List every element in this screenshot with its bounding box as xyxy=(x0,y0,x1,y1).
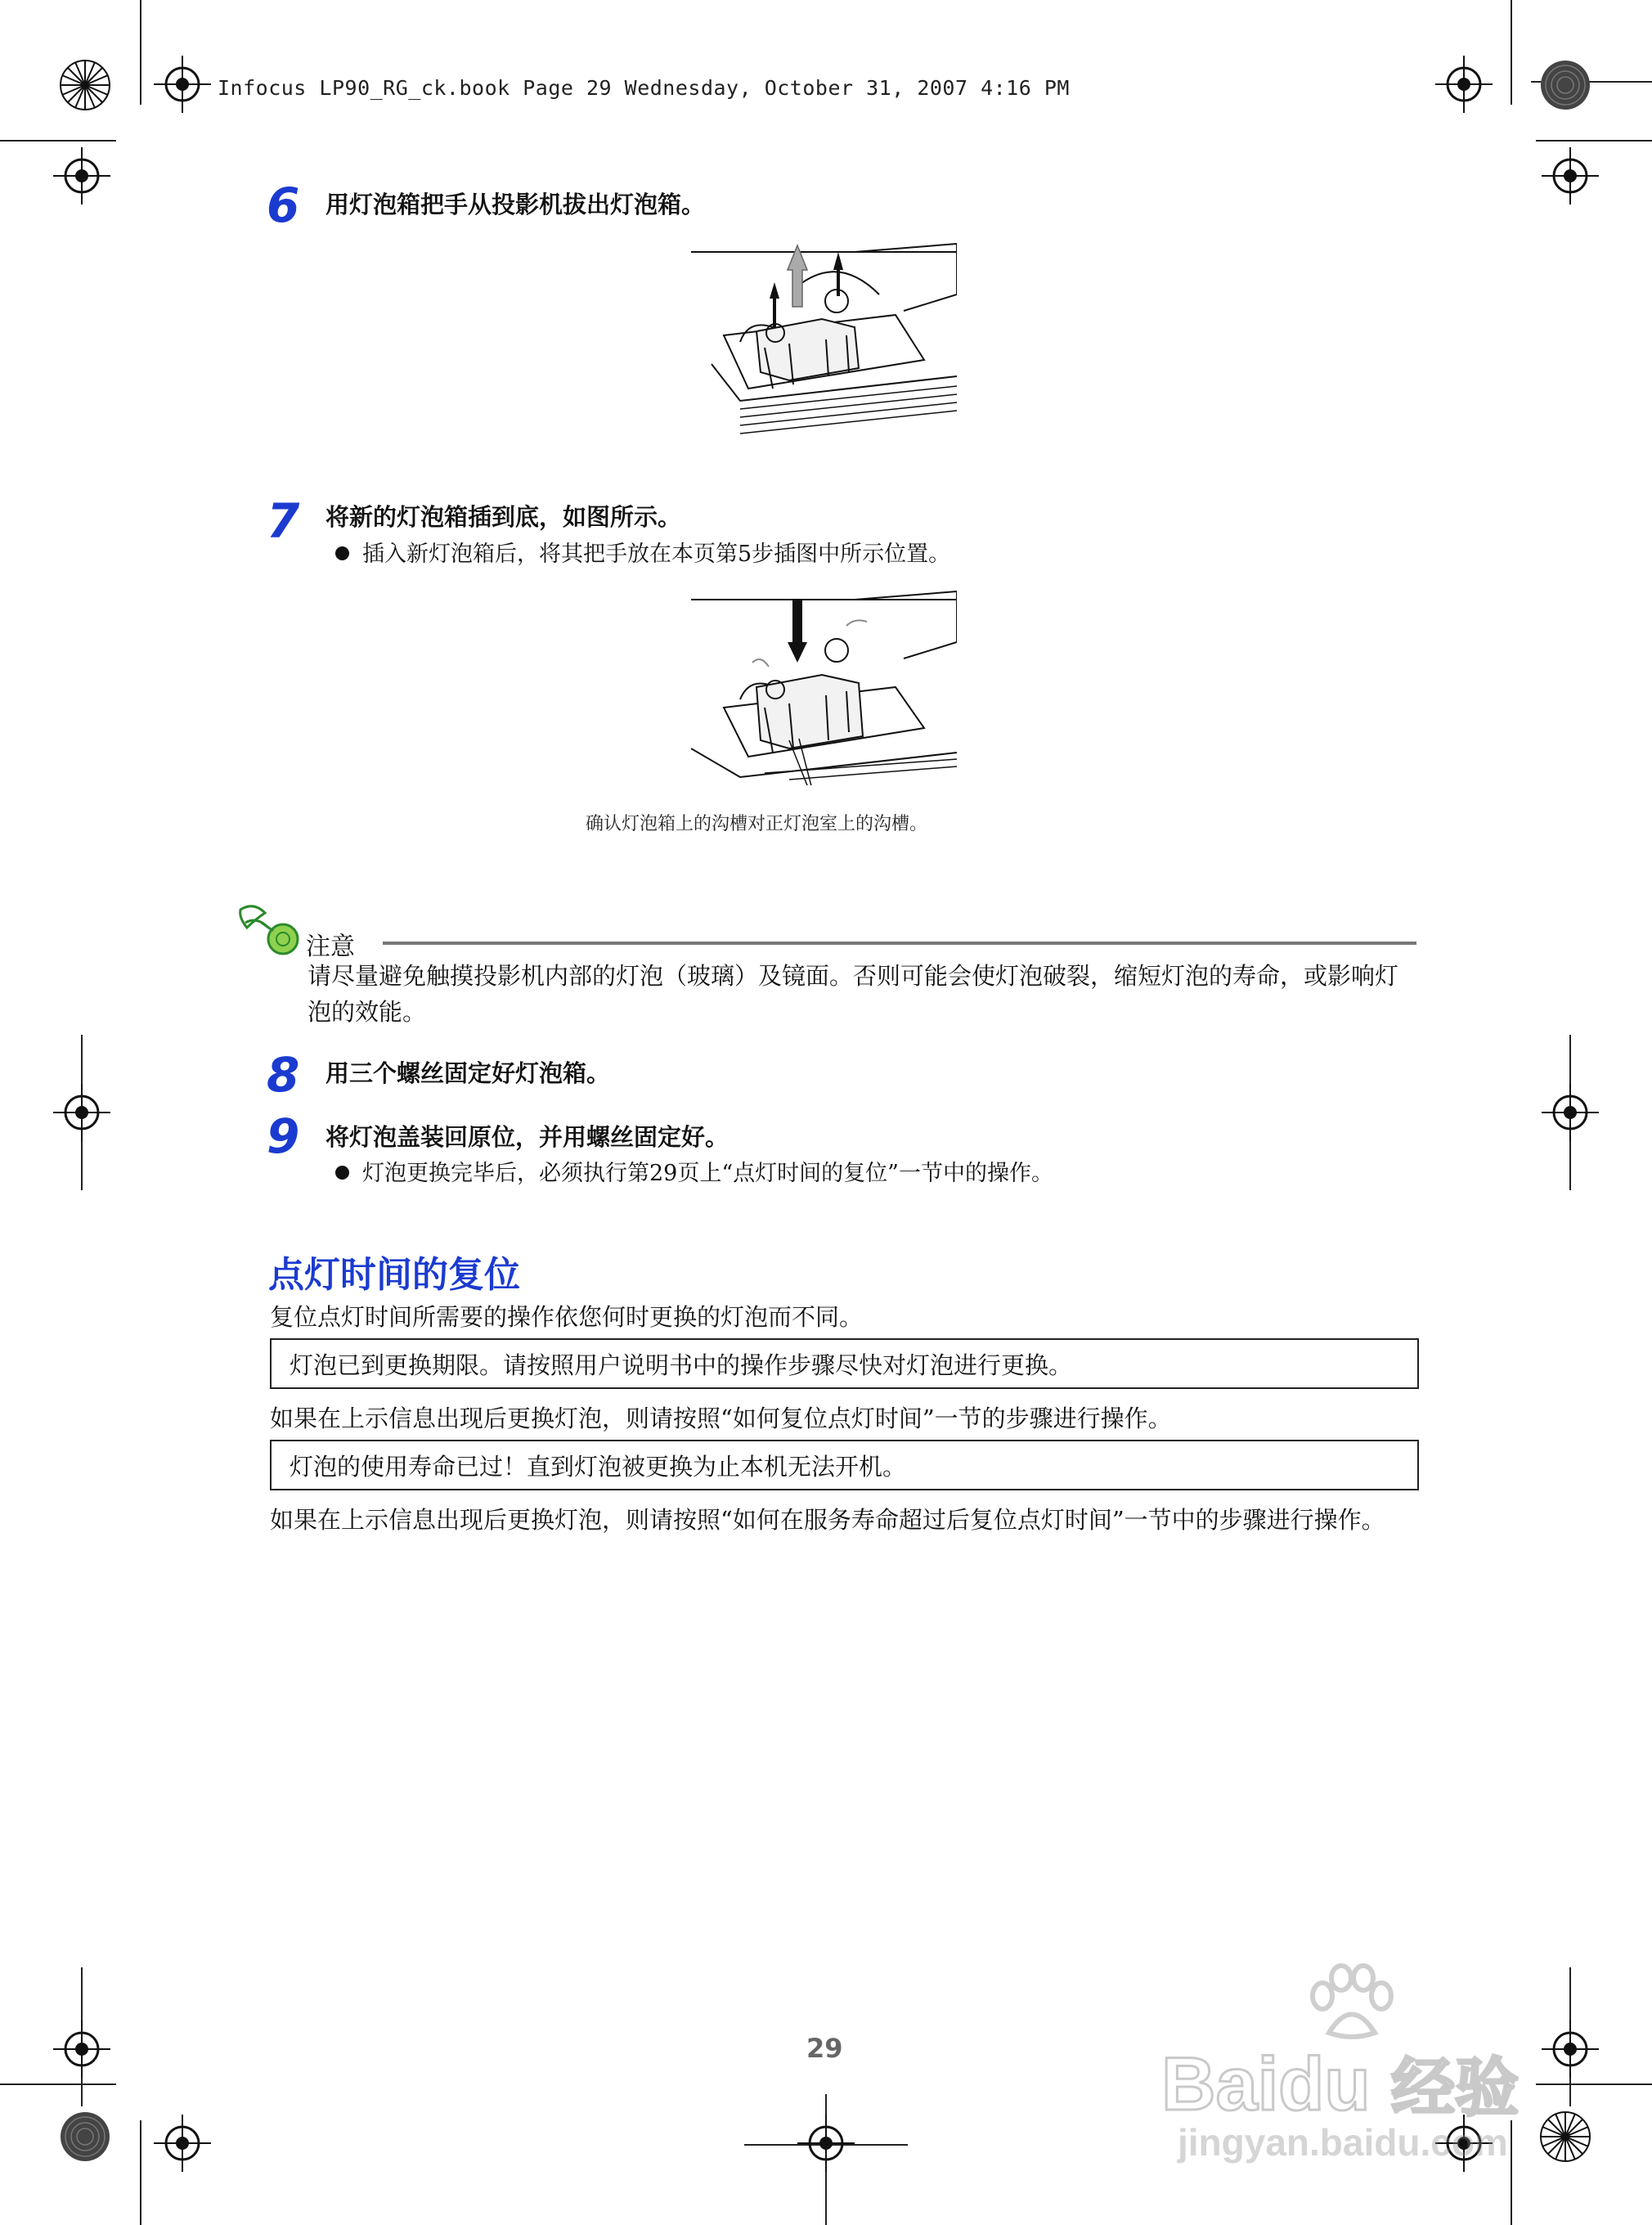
lamp-expired-message: 灯泡的使用寿命已过！直到灯泡被更换为止本机无法开机。 xyxy=(270,1440,1419,1490)
step-title: 将灯泡盖装回原位，并用螺丝固定好。 xyxy=(325,1123,729,1151)
note-text: 请尽量避免触摸投影机内部的灯泡（玻璃）及镜面。否则可能会使灯泡破裂，缩短灯泡的寿命，或影响灯泡的效能。 xyxy=(308,962,1399,1026)
bullet-icon xyxy=(335,546,349,560)
watermark-url: jingyan.baidu.com xyxy=(1178,2121,1508,2164)
registration-mark-icon xyxy=(1435,56,1493,113)
print-header: Infocus LP90_RG_ck.book Page 29 Wednesday, October 31, 2007 4:16 PM xyxy=(218,76,1070,100)
registration-mark-icon xyxy=(1542,147,1599,205)
starburst-mark-icon xyxy=(59,59,111,111)
watermark-label: 经验 xyxy=(1391,2052,1520,2124)
lamp-insert-illustration xyxy=(691,585,957,785)
step-number: 8 xyxy=(267,1047,300,1103)
registration-mark-icon xyxy=(53,147,110,205)
lamp-removal-illustration xyxy=(691,237,957,442)
step-bullet: 灯泡更换完毕后，必须执行第29页上“点灯时间的复位”一节中的操作。 xyxy=(335,1155,1053,1187)
section-paragraph: 如果在上示信息出现后更换灯泡，则请按照“如何在服务寿命超过后复位点灯时间”一节中的步骤进行操作。 xyxy=(270,1506,1385,1534)
registration-mark-icon xyxy=(53,1084,110,1141)
section-intro: 复位点灯时间所需要的操作依您何时更换的灯泡而不同。 xyxy=(270,1303,864,1331)
registration-mark-icon xyxy=(154,2115,211,2172)
note-rule xyxy=(383,942,1416,945)
registration-mark-icon xyxy=(1542,1084,1599,1141)
step-title: 用三个螺丝固定好灯泡箱。 xyxy=(325,1059,611,1087)
figure-caption: 确认灯泡箱上的沟槽对正灯泡室上的沟槽。 xyxy=(586,814,928,834)
registration-mark-icon xyxy=(797,2115,855,2172)
step-number: 7 xyxy=(267,493,300,549)
section-paragraph: 如果在上示信息出现后更换灯泡，则请按照“如何复位点灯时间”一节的步骤进行操作。 xyxy=(270,1405,1172,1432)
page-number: 29 xyxy=(806,2033,843,2064)
section-title: 点灯时间的复位 xyxy=(268,1254,520,1296)
step-number: 9 xyxy=(267,1108,300,1164)
paw-logo-icon xyxy=(1304,1963,1394,2041)
note-label: 注意 xyxy=(306,933,355,961)
step-title: 用灯泡箱把手从投影机拔出灯泡箱。 xyxy=(325,191,706,218)
watermark-brand: Bai xyxy=(1161,2043,1279,2126)
registration-mark-icon xyxy=(154,56,211,113)
registration-mark-icon xyxy=(53,2020,110,2078)
dark-disc-mark-icon xyxy=(59,2110,111,2163)
lamp-warning-message: 灯泡已到更换期限。请按照用户说明书中的操作步骤尽快对灯泡进行更换。 xyxy=(270,1338,1419,1389)
bullet-icon xyxy=(335,1166,349,1180)
watermark xyxy=(1161,1963,1619,2164)
step-number: 6 xyxy=(267,178,300,233)
step-title: 将新的灯泡箱插到底，如图所示。 xyxy=(325,503,682,531)
step-bullet: 插入新灯泡箱后，将其把手放在本页第5步插图中所示位置。 xyxy=(335,536,950,568)
caution-icon xyxy=(237,900,303,957)
watermark-brand2: du xyxy=(1278,2043,1371,2126)
dark-disc-mark-icon xyxy=(1539,59,1591,111)
